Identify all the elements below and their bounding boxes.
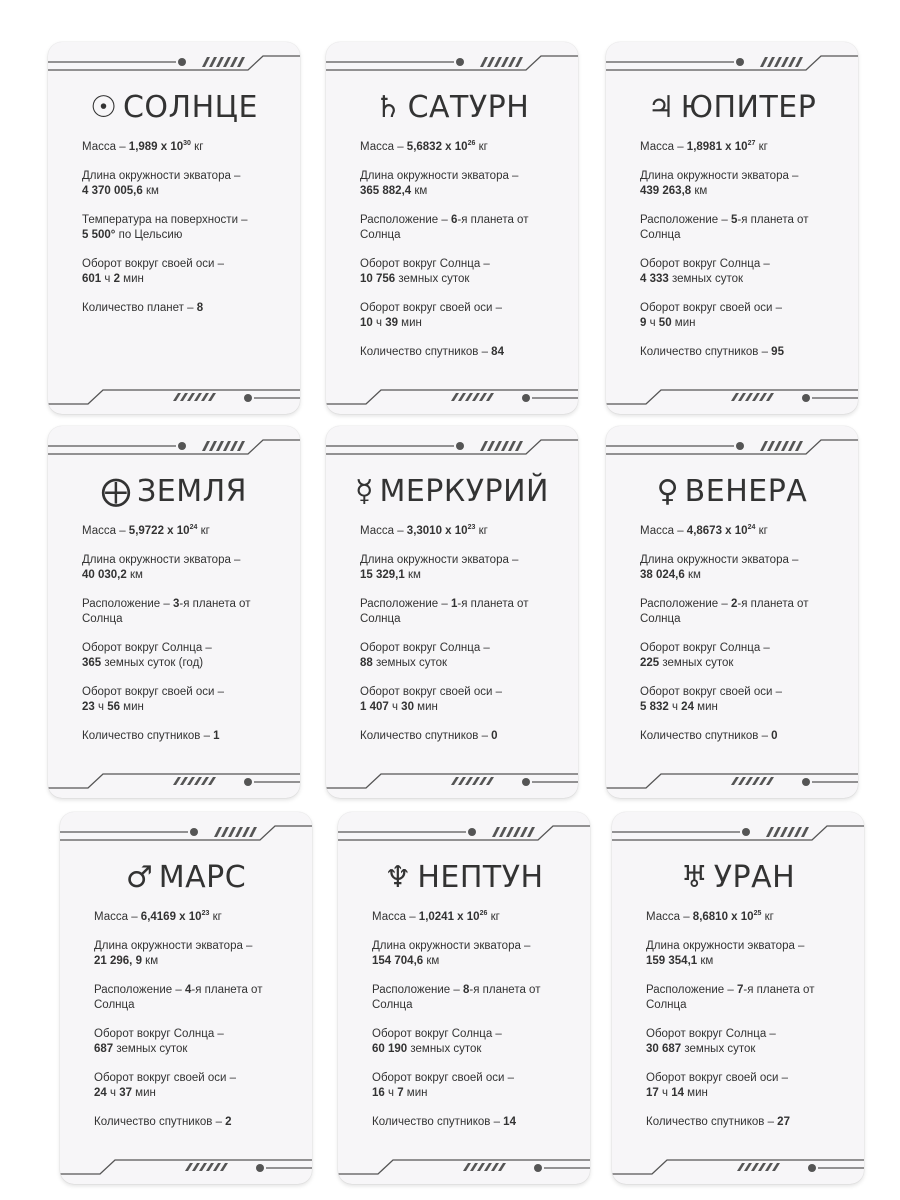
fact-row [372, 939, 576, 969]
fact-unit-2: мин [119, 701, 144, 713]
count-fact [372, 1115, 576, 1130]
fact-value: 1 407 [360, 701, 389, 713]
card-title [612, 860, 864, 895]
card-title [48, 90, 300, 125]
fact-label: Расположение – [640, 214, 731, 226]
card-bottom-decoration [606, 764, 858, 794]
count-value: 2 [225, 1116, 232, 1128]
fact-label: Расположение – [360, 598, 451, 610]
count-label: Количество спутников – [94, 1116, 226, 1128]
fact-unit: ч [101, 273, 114, 285]
mass-value: 4,8673 x 10 [686, 525, 748, 537]
mass-exponent: 24 [747, 524, 756, 532]
fact-unit: -я планета от Солнца [360, 598, 529, 625]
fact-row [372, 983, 576, 1013]
fact-row [82, 257, 286, 287]
fact-value: 4 370 005,6 [82, 185, 143, 197]
fact-unit: км [423, 955, 440, 967]
card-facts [646, 910, 850, 1144]
fact-value: 30 687 [646, 1043, 682, 1055]
fact-value: 10 [360, 317, 373, 329]
planet-name: СОЛНЦЕ [122, 90, 258, 125]
card-top-decoration [48, 50, 300, 80]
fact-row [646, 1027, 850, 1057]
fact-value: 88 [360, 657, 373, 669]
fact-unit-2: мин [397, 317, 422, 329]
card-bottom-decoration [326, 764, 578, 794]
fact-unit: земных суток [113, 1043, 188, 1055]
count-label: Количество спутников – [640, 346, 772, 358]
fact-value: 4 333 [640, 273, 669, 285]
fact-row [360, 641, 564, 671]
fact-label: Оборот вокруг своей оси – [82, 686, 225, 698]
count-value: 0 [771, 730, 778, 742]
fact-label: Расположение – [640, 598, 731, 610]
fact-value-2: 37 [119, 1087, 132, 1099]
fact-unit: земных суток [681, 1043, 756, 1055]
count-value: 95 [771, 346, 784, 358]
planet-symbol-icon: ⨁ [101, 473, 131, 509]
fact-value: 7 [736, 984, 744, 996]
count-label: Количество спутников – [640, 730, 772, 742]
mass-label: Масса – [360, 525, 407, 537]
fact-row [646, 983, 850, 1013]
planet-card-2 [326, 42, 578, 414]
mass-exponent: 26 [479, 910, 488, 918]
fact-label: Длина окружности экватора – [82, 170, 241, 182]
planet-symbol-icon: ♂ [125, 859, 153, 895]
fact-unit: земных суток [372, 657, 448, 669]
count-label: Количество спутников – [360, 730, 492, 742]
planet-name: МЕРКУРИЙ [379, 474, 549, 509]
fact-row [94, 983, 298, 1013]
fact-unit: ч [106, 1087, 120, 1099]
fact-unit-2: мин [119, 273, 144, 285]
fact-value: 38 024,6 [640, 569, 685, 581]
fact-value: 10 756 [360, 273, 396, 285]
fact-label: Оборот вокруг своей оси – [360, 302, 503, 314]
planet-card-6 [606, 426, 858, 798]
count-value: 84 [491, 346, 504, 358]
card-top-decoration [326, 434, 578, 464]
fact-value: 17 [646, 1087, 659, 1099]
fact-label: Расположение – [372, 984, 463, 996]
mass-fact [82, 140, 286, 155]
mass-unit: кг [758, 525, 768, 537]
fact-value-2: 2 [113, 273, 120, 285]
fact-unit: -я планета от Солнца [94, 984, 263, 1011]
fact-row [82, 685, 286, 715]
count-fact [640, 345, 844, 360]
fact-row [640, 213, 844, 243]
card-title [326, 90, 578, 125]
fact-value: 8 [462, 984, 470, 996]
fact-label: Оборот вокруг Солнца – [94, 1028, 224, 1040]
fact-value: 5 500° [82, 229, 116, 241]
mass-value: 5,9722 x 10 [128, 525, 190, 537]
card-facts [82, 140, 286, 330]
fact-label: Температура на поверхности – [82, 214, 248, 226]
fact-unit: -я планета от Солнца [360, 214, 529, 241]
fact-unit: ч [388, 701, 402, 713]
fact-value: 159 354,1 [646, 955, 698, 967]
mass-value: 1,8981 x 10 [686, 141, 748, 153]
planet-symbol-icon: ☿ [355, 473, 374, 509]
fact-label: Оборот вокруг своей оси – [640, 302, 783, 314]
mass-fact [372, 910, 576, 925]
fact-label: Оборот вокруг своей оси – [94, 1072, 237, 1084]
planet-symbol-icon: ♄ [374, 89, 402, 125]
count-fact [82, 301, 286, 316]
fact-label: Длина окружности экватора – [640, 554, 799, 566]
fact-row [82, 169, 286, 199]
mass-exponent: 24 [189, 524, 198, 532]
planet-symbol-icon: ♅ [680, 859, 708, 895]
planet-symbol-icon: ♆ [384, 859, 412, 895]
mass-fact [360, 140, 564, 155]
card-title [60, 860, 312, 895]
count-fact [94, 1115, 298, 1130]
planet-name: НЕПТУН [417, 860, 544, 895]
mass-unit: кг [478, 525, 488, 537]
count-fact [360, 345, 564, 360]
fact-label: Оборот вокруг Солнца – [646, 1028, 776, 1040]
mass-unit: кг [758, 141, 768, 153]
fact-value-2: 24 [681, 701, 694, 713]
fact-unit: земных суток (год) [101, 657, 204, 669]
fact-label: Оборот вокруг Солнца – [360, 258, 490, 270]
fact-value: 3 [172, 598, 180, 610]
fact-value-2: 30 [401, 701, 414, 713]
fact-value: 23 [82, 701, 95, 713]
fact-label: Оборот вокруг своей оси – [640, 686, 783, 698]
count-label: Количество спутников – [372, 1116, 504, 1128]
fact-unit: км [142, 185, 159, 197]
fact-value: 16 [372, 1087, 385, 1099]
count-value: 1 [213, 730, 220, 742]
fact-value: 687 [94, 1043, 114, 1055]
card-top-decoration [606, 50, 858, 80]
mass-unit: кг [212, 911, 222, 923]
fact-label: Расположение – [82, 598, 173, 610]
fact-unit: -я планета от Солнца [82, 598, 251, 625]
mass-label: Масса – [82, 525, 129, 537]
fact-label: Длина окружности экватора – [372, 940, 531, 952]
fact-value: 2 [730, 598, 738, 610]
mass-exponent: 26 [467, 140, 476, 148]
fact-value: 365 [82, 657, 102, 669]
card-title [326, 474, 578, 509]
fact-unit-2: мин [693, 701, 718, 713]
mass-exponent: 27 [747, 140, 756, 148]
fact-unit: ч [658, 1087, 672, 1099]
fact-label: Оборот вокруг Солнца – [360, 642, 490, 654]
mass-value: 8,6810 x 10 [692, 911, 754, 923]
fact-value-2: 7 [397, 1087, 404, 1099]
fact-label: Длина окружности экватора – [360, 554, 519, 566]
fact-row [640, 553, 844, 583]
card-title [606, 90, 858, 125]
card-facts [82, 524, 286, 758]
card-title [48, 474, 300, 509]
fact-label: Оборот вокруг своей оси – [82, 258, 225, 270]
mass-value: 1,989 x 10 [128, 141, 184, 153]
fact-unit: км [404, 569, 421, 581]
fact-unit: ч [668, 701, 682, 713]
count-value: 27 [777, 1116, 790, 1128]
card-bottom-decoration [60, 1150, 312, 1180]
count-label: Количество спутников – [82, 730, 214, 742]
fact-value: 601 [82, 273, 102, 285]
mass-value: 1,0241 x 10 [418, 911, 480, 923]
card-top-decoration [48, 434, 300, 464]
fact-row [640, 301, 844, 331]
fact-unit: км [126, 569, 143, 581]
mass-fact [94, 910, 298, 925]
fact-row [360, 553, 564, 583]
fact-label: Оборот вокруг Солнца – [640, 258, 770, 270]
fact-value: 21 296, 9 [94, 955, 142, 967]
card-bottom-decoration [48, 764, 300, 794]
mass-fact [640, 140, 844, 155]
fact-value: 6 [450, 214, 458, 226]
mass-label: Масса – [640, 141, 687, 153]
card-bottom-decoration [326, 380, 578, 410]
fact-unit: км [411, 185, 428, 197]
count-value: 14 [503, 1116, 516, 1128]
count-label: Количество спутников – [360, 346, 492, 358]
mass-unit: кг [490, 911, 500, 923]
fact-unit: км [691, 185, 708, 197]
fact-value: 154 704,6 [372, 955, 424, 967]
count-value: 0 [491, 730, 498, 742]
mass-unit: кг [194, 141, 204, 153]
fact-row [640, 257, 844, 287]
fact-row [640, 641, 844, 671]
mass-unit: кг [478, 141, 488, 153]
planet-name: УРАН [713, 860, 796, 895]
planet-name: ЗЕМЛЯ [137, 474, 247, 509]
fact-value: 365 882,4 [360, 185, 412, 197]
mass-value: 6,4169 x 10 [140, 911, 202, 923]
fact-label: Расположение – [94, 984, 185, 996]
fact-unit: -я планета от Солнца [640, 214, 809, 241]
fact-unit: ч [384, 1087, 398, 1099]
planet-name: МАРС [158, 860, 247, 895]
fact-value: 225 [640, 657, 660, 669]
fact-row [640, 169, 844, 199]
fact-row [360, 685, 564, 715]
fact-unit: земных суток [407, 1043, 482, 1055]
planet-name: ВЕНЕРА [684, 474, 808, 509]
fact-label: Расположение – [646, 984, 737, 996]
fact-value: 5 [730, 214, 738, 226]
fact-label: Оборот вокруг Солнца – [640, 642, 770, 654]
fact-unit: -я планета от Солнца [646, 984, 815, 1011]
card-top-decoration [60, 820, 312, 850]
fact-unit: км [141, 955, 159, 967]
fact-row [82, 213, 286, 243]
planet-symbol-icon: ☉ [90, 89, 117, 125]
fact-unit: по Цельсию [115, 229, 183, 241]
fact-label: Длина окружности экватора – [640, 170, 799, 182]
card-top-decoration [326, 50, 578, 80]
fact-unit: км [684, 569, 701, 581]
fact-value: 40 030,2 [82, 569, 127, 581]
fact-row [372, 1071, 576, 1101]
fact-value: 5 832 [640, 701, 669, 713]
planet-name: САТУРН [407, 90, 530, 125]
mass-label: Масса – [360, 141, 407, 153]
mass-fact [646, 910, 850, 925]
fact-row [360, 213, 564, 243]
fact-label: Длина окружности экватора – [646, 940, 805, 952]
card-top-decoration [606, 434, 858, 464]
fact-unit-2: мин [671, 317, 696, 329]
card-facts [360, 140, 564, 374]
fact-unit: ч [372, 317, 386, 329]
planet-card-3 [606, 42, 858, 414]
fact-value: 4 [184, 984, 192, 996]
fact-value: 439 263,8 [640, 185, 692, 197]
card-facts [640, 524, 844, 758]
card-facts [372, 910, 576, 1144]
fact-label: Оборот вокруг своей оси – [646, 1072, 789, 1084]
planet-card-7 [60, 812, 312, 1184]
mass-exponent: 23 [467, 524, 476, 532]
fact-unit: -я планета от Солнца [372, 984, 541, 1011]
mass-exponent: 23 [201, 910, 210, 918]
mass-unit: кг [764, 911, 774, 923]
fact-unit-2: мин [403, 1087, 428, 1099]
card-bottom-decoration [48, 380, 300, 410]
fact-label: Расположение – [360, 214, 451, 226]
mass-label: Масса – [372, 911, 419, 923]
fact-row [82, 641, 286, 671]
fact-unit-2: мин [131, 1087, 156, 1099]
fact-value: 24 [94, 1087, 107, 1099]
count-fact [360, 729, 564, 744]
mass-fact [640, 524, 844, 539]
count-fact [82, 729, 286, 744]
count-label: Количество планет – [82, 302, 197, 314]
fact-label: Длина окружности экватора – [360, 170, 519, 182]
planet-name: ЮПИТЕР [680, 90, 817, 125]
planet-symbol-icon: ♃ [647, 89, 675, 125]
planet-card-1 [48, 42, 300, 414]
fact-label: Оборот вокруг своей оси – [360, 686, 503, 698]
planet-card-4 [48, 426, 300, 798]
mass-unit: кг [200, 525, 210, 537]
fact-value-2: 50 [658, 317, 672, 329]
fact-unit: земных суток [659, 657, 734, 669]
fact-row [646, 1071, 850, 1101]
card-top-decoration [338, 820, 590, 850]
mass-value: 5,6832 x 10 [406, 141, 468, 153]
mass-fact [360, 524, 564, 539]
mass-value: 3,3010 x 10 [406, 525, 468, 537]
card-facts [360, 524, 564, 758]
fact-value: 1 [450, 598, 458, 610]
fact-row [372, 1027, 576, 1057]
fact-label: Оборот вокруг Солнца – [82, 642, 212, 654]
fact-unit: км [697, 955, 714, 967]
mass-fact [82, 524, 286, 539]
fact-row [640, 685, 844, 715]
fact-row [82, 553, 286, 583]
mass-exponent: 30 [183, 140, 191, 148]
mass-label: Масса – [640, 525, 687, 537]
fact-value-2: 39 [385, 317, 398, 329]
fact-value: 9 [640, 317, 647, 329]
planet-card-5 [326, 426, 578, 798]
fact-row [646, 939, 850, 969]
card-bottom-decoration [606, 380, 858, 410]
count-value: 8 [196, 302, 204, 314]
card-title [606, 474, 858, 509]
fact-row [360, 257, 564, 287]
mass-exponent: 25 [753, 910, 762, 918]
fact-row [360, 301, 564, 331]
fact-label: Оборот вокруг Солнца – [372, 1028, 502, 1040]
fact-value: 60 190 [372, 1043, 408, 1055]
mass-label: Масса – [82, 141, 129, 153]
card-facts [640, 140, 844, 374]
fact-row [360, 597, 564, 627]
fact-row [94, 939, 298, 969]
fact-label: Длина окружности экватора – [94, 940, 253, 952]
mass-label: Масса – [94, 911, 141, 923]
planet-card-8 [338, 812, 590, 1184]
fact-label: Оборот вокруг своей оси – [372, 1072, 515, 1084]
fact-unit: ч [646, 317, 659, 329]
card-bottom-decoration [338, 1150, 590, 1180]
fact-row [94, 1027, 298, 1057]
count-fact [640, 729, 844, 744]
count-label: Количество спутников – [646, 1116, 778, 1128]
fact-unit: земных суток [668, 273, 744, 285]
count-fact [646, 1115, 850, 1130]
fact-unit: -я планета от Солнца [640, 598, 809, 625]
fact-label: Длина окружности экватора – [82, 554, 241, 566]
card-top-decoration [612, 820, 864, 850]
fact-unit: земных суток [395, 273, 470, 285]
fact-row [94, 1071, 298, 1101]
fact-value-2: 56 [107, 701, 120, 713]
card-title [338, 860, 590, 895]
fact-unit-2: мин [683, 1087, 708, 1099]
card-facts [94, 910, 298, 1144]
fact-value: 15 329,1 [360, 569, 405, 581]
mass-label: Масса – [646, 911, 693, 923]
fact-row [640, 597, 844, 627]
planet-card-9 [612, 812, 864, 1184]
fact-unit: ч [94, 701, 108, 713]
fact-row [360, 169, 564, 199]
fact-unit-2: мин [413, 701, 438, 713]
fact-value-2: 14 [671, 1087, 684, 1099]
planet-symbol-icon: ♀ [656, 473, 679, 509]
fact-row [82, 597, 286, 627]
card-bottom-decoration [612, 1150, 864, 1180]
